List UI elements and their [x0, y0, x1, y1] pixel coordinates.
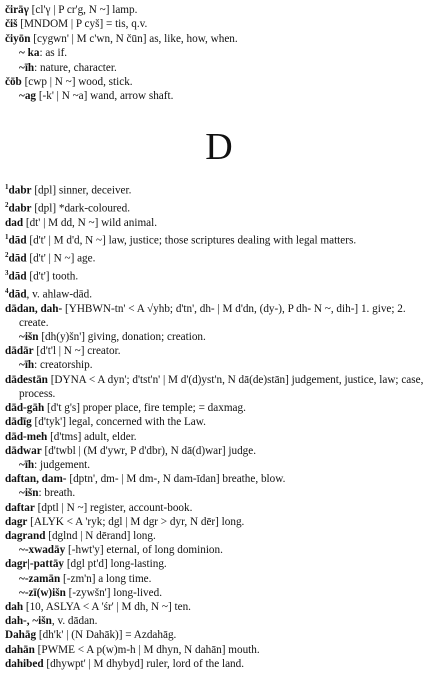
definition: [d'tms] adult, elder.: [47, 430, 137, 443]
definition: [dh(y)šn'] giving, donation; creation.: [38, 331, 206, 344]
headword: dādwar: [5, 444, 42, 457]
entry: [5, 75, 433, 89]
sub-entry: [5, 61, 433, 75]
entry: [5, 284, 433, 302]
sub-entry: [5, 458, 433, 472]
definition: : as if.: [39, 47, 68, 60]
headword: ~išn: [19, 331, 39, 344]
definition: [ALYK < A 'ryk; dgl | M dgr > dyr, N dēr] long.: [27, 515, 245, 528]
headword: dah-, ~išn: [5, 615, 52, 628]
headword: dād: [8, 252, 27, 265]
definition: [d't' | M d'd, N ~] law, justice; those scriptures dealing with legal matters.: [26, 234, 357, 247]
definition: [-zywšn'] long-lived.: [65, 586, 162, 599]
definition: [dhywpt' | M dhybyd] ruler, lord of the land.: [43, 657, 245, 670]
definition: [dpl] *dark-coloured.: [31, 202, 130, 215]
headword: ~ag: [19, 90, 37, 103]
definition: [d'twbl | (M d'ywr, P d'dbr), N dā(d)war] judge.: [41, 444, 257, 457]
headword: dādīg: [5, 416, 32, 429]
definition: : judgement.: [34, 458, 91, 471]
headword: čōb: [5, 76, 22, 89]
definition: [d't'] tooth.: [26, 270, 79, 283]
dictionary-page: [5, 3, 433, 671]
headword: Dahāg: [5, 629, 37, 642]
sub-entry: [5, 486, 433, 500]
headword: dād: [8, 270, 27, 283]
sub-entry: [5, 586, 433, 600]
headword: dagr: [5, 515, 28, 528]
headword: ~īh: [19, 61, 35, 74]
sub-entry: [5, 543, 433, 557]
headword: dah: [5, 600, 24, 613]
definition: [PWME < A p(w)m-h | M dhyn, N dahān] mouth.: [34, 643, 260, 656]
sub-entry: [5, 89, 433, 103]
definition: : breath.: [38, 487, 76, 500]
headword: dagrand: [5, 529, 46, 542]
headword: dād-meh: [5, 430, 48, 443]
entry: [5, 266, 433, 284]
headword: čiyōn: [5, 32, 31, 45]
definition: [10, ASLYA < A 'śr' | M dh, N ~] ten.: [23, 600, 191, 613]
entry: [5, 3, 433, 17]
homograph-number: 3: [5, 268, 9, 277]
definition: [d'tyk'] legal, concerned with the Law.: [31, 416, 206, 429]
definition: [MNDOM | P cyš] = tis, q.v.: [17, 18, 148, 31]
headword: dabr: [8, 202, 32, 215]
entry: [5, 180, 433, 198]
entry: [5, 472, 433, 486]
entry: [5, 32, 433, 46]
entry: [5, 216, 433, 230]
headword: ~īh: [19, 458, 35, 471]
definition: [d't' | N ~] age.: [26, 252, 96, 265]
headword: ~-zī(w)išn: [19, 586, 66, 599]
definition: [-zm'n] a long time.: [60, 572, 152, 585]
entries-list: [5, 180, 433, 671]
definition: [cygwn' | M c'wn, N čūn] as, like, how, when.: [30, 32, 238, 45]
entry: [5, 657, 433, 671]
definition: [dgl pt'd] long-lasting.: [64, 558, 167, 571]
headword: dahibed: [5, 657, 44, 670]
entry: [5, 444, 433, 458]
headword: čirāγ: [5, 4, 29, 16]
definition: [YHBWN-tn' < A √yhb; d'tn', dh- | M d'dn, (dy-), P dh- N ~, dih-] 1. give; 2. create.: [19, 302, 406, 329]
entry: [5, 401, 433, 415]
entry: [5, 17, 433, 31]
headword: dād-gāh: [5, 402, 45, 415]
definition: [dptl | N ~] register, account-book.: [34, 501, 193, 514]
sub-entry: [5, 46, 433, 60]
definition: [-hwt'y] eternal, of long dominion.: [65, 544, 223, 557]
headword: dādestān: [5, 373, 48, 386]
entry: [5, 600, 433, 614]
headword: daftar: [5, 501, 35, 514]
entry: [5, 430, 433, 444]
entry: [5, 501, 433, 515]
entry: [5, 614, 433, 628]
homograph-number: 1: [5, 182, 9, 191]
definition: [d't g's] proper place, fire temple; = daxmag.: [44, 402, 246, 415]
sub-entry: [5, 572, 433, 586]
headword: dādār: [5, 345, 34, 358]
definition: : nature, character.: [34, 61, 117, 74]
entry: [5, 529, 433, 543]
entry: [5, 415, 433, 429]
headword: ~išn: [19, 487, 39, 500]
definition: [dt' | M dd, N ~] wild animal.: [23, 216, 158, 229]
entry: [5, 344, 433, 358]
entry: [5, 230, 433, 248]
homograph-number: 4: [5, 286, 9, 295]
definition: [DYNA < A dyn'; d'tst'n' | M d'(d)yst'n, N dā(de)stān] judgement, justice, law; case, process.: [19, 373, 424, 400]
homograph-number: 2: [5, 250, 9, 259]
entry: [5, 248, 433, 266]
definition: [d't'l | N ~] creator.: [33, 345, 121, 358]
sub-entry: [5, 358, 433, 372]
headword: dad: [5, 216, 24, 229]
entry: [5, 643, 433, 657]
entry: [5, 628, 433, 642]
headword: ~ ka: [19, 47, 40, 60]
headword: dagr|-pattāy: [5, 558, 65, 571]
definition: , v. dādan.: [51, 615, 98, 628]
top-entries: [5, 3, 433, 104]
headword: dabr: [8, 184, 32, 197]
definition: [dglnd | N dērand] long.: [45, 529, 156, 542]
definition: [cl'γ | P cr'g, N ~] lamp.: [28, 4, 138, 16]
definition: : creatorship.: [34, 359, 93, 372]
homograph-number: 1: [5, 232, 9, 241]
definition: [dpl] sinner, deceiver.: [31, 184, 132, 197]
headword: ~-zamān: [19, 572, 61, 585]
entry: [5, 198, 433, 216]
headword: ~-xwadāy: [19, 544, 66, 557]
headword: daftan, dam-: [5, 473, 67, 486]
headword: dahān: [5, 643, 35, 656]
headword: dād: [8, 234, 27, 247]
section-letter: D: [205, 125, 233, 168]
definition: , v. ahlaw-dād.: [26, 288, 92, 301]
entry: [5, 557, 433, 571]
entry: [5, 373, 433, 401]
headword: dād: [8, 288, 27, 301]
homograph-number: 2: [5, 200, 9, 209]
headword: ~īh: [19, 359, 35, 372]
definition: [dh'k' | (N Dahāk)] = Azdahāg.: [36, 629, 177, 642]
entry: [5, 515, 433, 529]
sub-entry: [5, 330, 433, 344]
headword: čiš: [5, 18, 18, 31]
definition: [cwp | N ~] wood, stick.: [21, 76, 133, 89]
definition: [-k' | N ~a] wand, arrow shaft.: [36, 90, 174, 103]
entry: [5, 302, 433, 330]
definition: [dptn', dm- | M dm-, N dam-īdan] breathe, blow.: [66, 473, 286, 486]
headword: dādan, dah-: [5, 302, 63, 315]
